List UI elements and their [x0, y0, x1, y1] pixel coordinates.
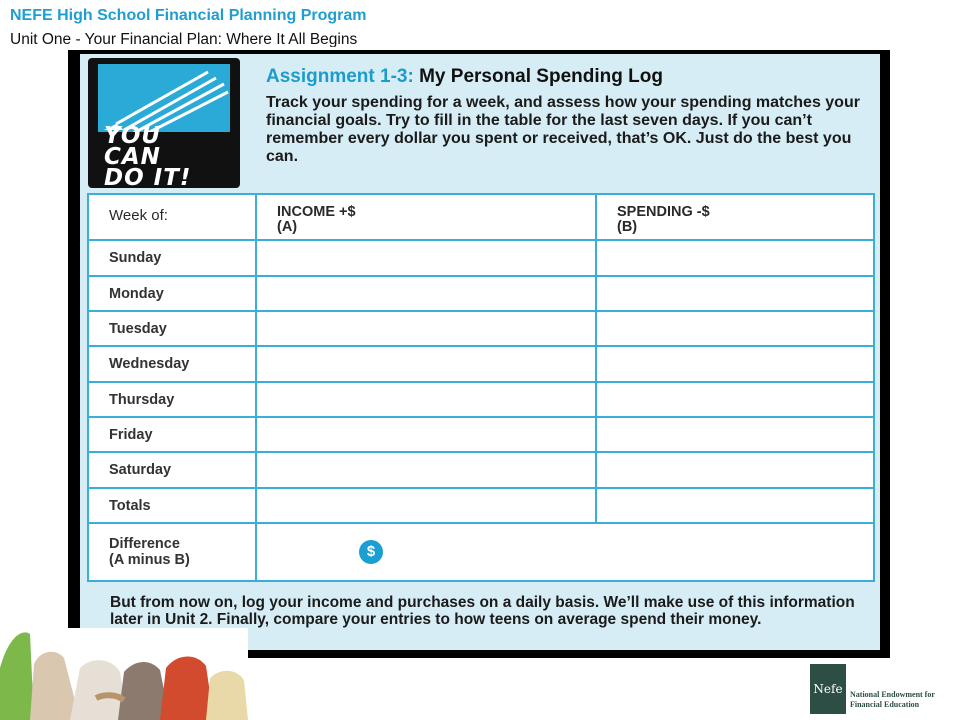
difference-label-sub: (A minus B) — [109, 552, 190, 568]
difference-label-text: Difference — [109, 536, 180, 552]
table-row — [88, 382, 874, 417]
nefe-logo-name: National Endowment for Financial Education — [850, 690, 935, 709]
difference-cell — [256, 523, 874, 581]
income-cell — [256, 452, 596, 488]
income-cell — [256, 488, 596, 523]
badge-text — [104, 123, 224, 191]
spending-cell — [596, 382, 874, 417]
row-label: Saturday — [88, 452, 256, 488]
presentation-title: NEFE High School Financial Planning Program — [10, 7, 367, 24]
spending-cell — [596, 311, 874, 346]
row-label: Tuesday — [88, 311, 256, 346]
row-label: Sunday — [88, 240, 256, 276]
students-photo — [0, 628, 248, 720]
table-row — [88, 488, 874, 523]
income-cell — [256, 382, 596, 417]
nefe-logo — [810, 664, 952, 714]
row-label: Totals — [88, 488, 256, 523]
presentation-subtitle: Unit One - Your Financial Plan: Where It All Begins — [10, 31, 358, 47]
assignment-number: Assignment 1-3: — [266, 66, 414, 87]
difference-row — [88, 523, 874, 581]
pencil-icon — [98, 64, 230, 132]
row-label: Wednesday — [88, 346, 256, 382]
table-row — [88, 276, 874, 311]
income-cell — [256, 240, 596, 276]
spending-cell — [596, 452, 874, 488]
income-column-header — [256, 194, 596, 240]
income-cell — [256, 346, 596, 382]
assignment-title: My Personal Spending Log — [419, 66, 663, 87]
worksheet-panel — [80, 54, 880, 650]
difference-label — [88, 523, 256, 581]
income-header-sub: (A) — [277, 219, 298, 235]
spending-cell — [596, 346, 874, 382]
spending-cell — [596, 488, 874, 523]
table-row — [88, 346, 874, 382]
table-row — [88, 240, 874, 276]
table-row — [88, 452, 874, 488]
worksheet-image — [68, 50, 890, 658]
spending-cell — [596, 240, 874, 276]
row-label: Thursday — [88, 382, 256, 417]
week-of-label: Week of: — [88, 194, 256, 240]
spending-log-table — [87, 193, 875, 582]
badge-line-3: DO IT! — [104, 165, 192, 191]
table-row — [88, 311, 874, 346]
income-cell — [256, 311, 596, 346]
nefe-logo-mark: Nefe — [810, 664, 846, 714]
spending-cell — [596, 276, 874, 311]
spending-header-label: SPENDING -$ — [617, 204, 710, 220]
badge-line-2: CAN — [104, 144, 161, 170]
income-cell — [256, 417, 596, 452]
dollar-icon: $ — [359, 540, 383, 564]
row-label: Monday — [88, 276, 256, 311]
you-can-do-it-badge — [88, 58, 240, 191]
assignment-instructions: Track your spending for a week, and assess how your spending matches your financial goals. Try to fill in the table for the last seven days. If you can’t remember every dollar you spent or received, that’s OK. Just do the best you can. — [266, 94, 860, 165]
assignment-footer-text: But from now on, log your income and purchases on a daily basis. We’ll make use of this information later in Unit 2. Finally, compare your entries to how teens on average spend their money. — [110, 594, 855, 628]
badge-line-1: YOU — [104, 123, 162, 149]
spending-header-sub: (B) — [617, 219, 638, 235]
table-header-row — [88, 194, 874, 240]
spending-cell — [596, 417, 874, 452]
income-cell — [256, 276, 596, 311]
income-header-label: INCOME +$ — [277, 204, 356, 220]
assignment-heading — [266, 66, 663, 88]
row-label: Friday — [88, 417, 256, 452]
table-row — [88, 417, 874, 452]
spending-column-header — [596, 194, 874, 240]
